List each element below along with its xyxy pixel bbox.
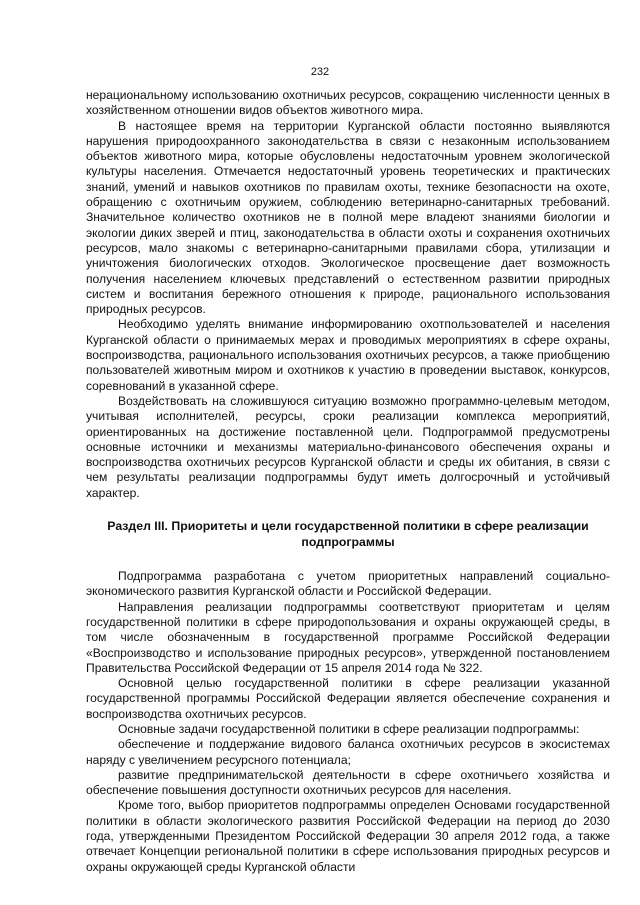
- page-number: 232: [310, 66, 330, 78]
- list-item: развитие предпринимательской деятельности в сфере охотничьего хозяйства и обеспечение повышения доступности охотничьих ресурсов для населения.: [86, 767, 610, 798]
- paragraph: Воздействовать на сложившуюся ситуацию возможно программно-целевым методом, учитывая исполнителей, ресурсы, сроки реализации комплекса мероприятий, ориентированных на достижение поставленной цели. Подпрограммой предусмотрены основные источники и механизмы материально-финансового обеспечения охраны и воспроизводства охотничьих ресурсов Курганской области и среды их обитания, в связи с чем результаты реализации подпрограммы будут иметь долгосрочный и устойчивый характер.: [86, 393, 610, 500]
- document-body: [86, 88, 610, 875]
- paragraph: Подпрограмма разработана с учетом приоритетных направлений социально-экономического развития Курганской области и Российской Федерации.: [86, 569, 610, 599]
- list-item: обеспечение и поддержание видового баланса охотничьих ресурсов в экосистемах наряду с увеличением ресурсного потенциала;: [86, 737, 610, 767]
- paragraph: нерациональному использованию охотничьих ресурсов, сокращению численности ценных в хозяйственном отношении видов объектов животного мира.: [86, 88, 610, 118]
- paragraph: В настоящее время на территории Курганской области постоянно выявляются нарушения природоохранного законодательства в связи с незаконным использованием объектов животного мира, которые обусловлены недостаточным уровнем экологической культуры населения. Отмечается недостаточный уровень теоретических и практических знаний, умений и навыков охотников по правилам охоты, технике безопасности на охоте, обращению с охотничьим оружием, соблюдению ветеринарно-санитарных требований. Значительное количество охотников не в полной мере владеют знаниями биологии и экологии диких зверей и птиц, законодательства в области охоты и сохранения охотничьих ресурсов, мало знакомы с ветеринарно-санитарными правилами сбора, утилизации и уничтожения биологических отходов. Экологическое просвещение дает возможность получения населением ключевых представлений о естественном развитии природных систем и воспитания бережного отношения к природе, рационального использования природных ресурсов.: [86, 118, 610, 317]
- paragraph: Направления реализации подпрограммы соответствуют приоритетам и целям государственной политики в сфере природопользования и охраны окружающей среды, в том числе обозначенным в государственной программе Российской Федерации «Воспроизводство и использование природных ресурсов», утвержденной постановлением Правительства Российской Федерации от 15 апреля 2014 года № 322.: [86, 599, 610, 675]
- paragraph: Необходимо уделять внимание информированию охотпользователей и населения Курганской области о принимаемых мерах и проводимых мероприятиях в сфере охраны, воспроизводства, рационального использования охотничьих ресурсов, а также приобщению пользователей животным миром и охотников к участию в проведении выставок, конкурсов, соревнований в указанной сфере.: [86, 317, 610, 393]
- paragraph: Основные задачи государственной политики в сфере реализации подпрограммы:: [118, 721, 580, 736]
- paragraph: Кроме того, выбор приоритетов подпрограммы определен Основами государственной политики в области экологического развития Российской Федерации на период до 2030 года, утвержденными Президентом Российской Федерации 30 апреля 2012 года, а также отвечает Концепции региональной политики в сфере использования природных ресурсов и охраны окружающей среды Курганской области: [86, 798, 610, 874]
- paragraph: Основной целью государственной политики в сфере реализации указанной государственной программы Российской Федерации является обеспечение сохранения и воспроизводства охотничьих ресурсов.: [86, 676, 610, 721]
- section-heading: Раздел III. Приоритеты и цели государственной политики в сфере реализации подпрограммы: [107, 519, 589, 549]
